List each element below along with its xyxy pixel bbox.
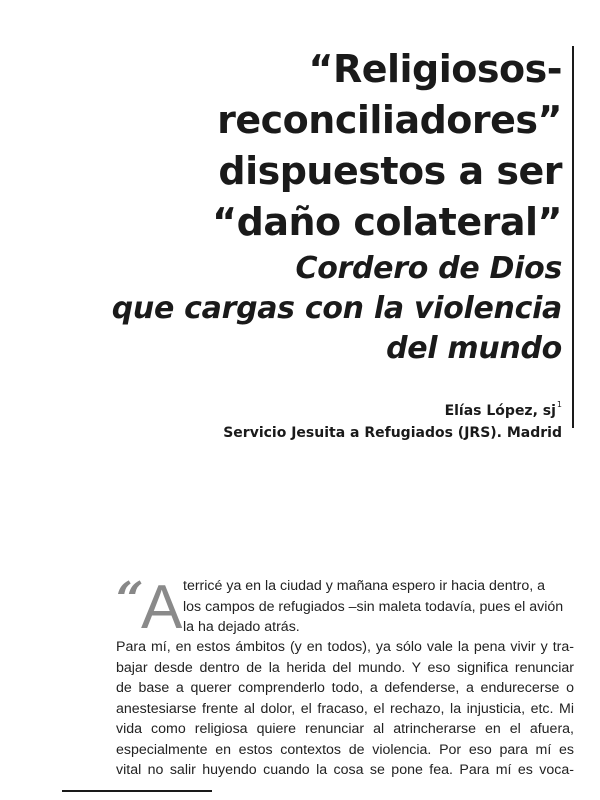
article-title: [40, 44, 562, 248]
text-line: especialmente en estos contextos de violencia. Por eso para mí es: [116, 741, 574, 758]
drop-cap: A: [141, 573, 183, 642]
author-affiliation: Servicio Jesuita a Refugiados (JRS). Madrid: [223, 425, 562, 441]
subtitle-line: Cordero de Dios: [295, 251, 562, 286]
title-line: “Religiosos-: [308, 47, 562, 91]
title-line: “daño colateral”: [212, 200, 562, 244]
text-line: Para mí, en estos ámbitos (y en todos), ya sólo vale la pena vivir y tra-: [116, 639, 574, 655]
author-name-line: [40, 394, 562, 422]
text-line: de base a querer comprenderlo todo, a defenderse, a endurecerse o: [116, 680, 574, 696]
text-line: los campos de refugiados –sin maleta todavía, pues el avión: [183, 598, 564, 615]
author-name: Elías López, sj: [444, 403, 556, 419]
text-line: terricé ya en la ciudad y mañana espero ir hacia dentro, a: [183, 578, 545, 594]
text-line: anestesiarse frente al dolor, el fracaso, el rechazo, la injusticia, etc. Mi: [116, 700, 574, 717]
title-line: reconciliadores”: [217, 98, 562, 142]
text-line: vida como religiosa quiere renunciar al atrincherarse en el afuera,: [116, 721, 574, 737]
footnote-rule: [62, 790, 212, 792]
author-block: [40, 394, 562, 444]
footnote-mark: 1: [556, 400, 562, 409]
text-line: bajar desde dentro de la herida del mundo. Y eso significa renunciar: [116, 659, 574, 676]
vertical-rule: [572, 46, 574, 428]
opening-quote-mark: “: [116, 572, 144, 628]
title-line: dispuestos a ser: [218, 149, 562, 193]
article-subtitle: [40, 249, 562, 369]
intro-paragraph: [183, 576, 574, 638]
text-line: vital no salir huyendo cuando la cosa se pone fea. Para mí es voca-: [116, 762, 574, 778]
text-line: la ha dejado atrás.: [183, 619, 300, 635]
subtitle-line: que cargas con la violencia: [111, 291, 562, 326]
subtitle-line: del mundo: [386, 331, 562, 366]
body-paragraph: [116, 637, 574, 781]
